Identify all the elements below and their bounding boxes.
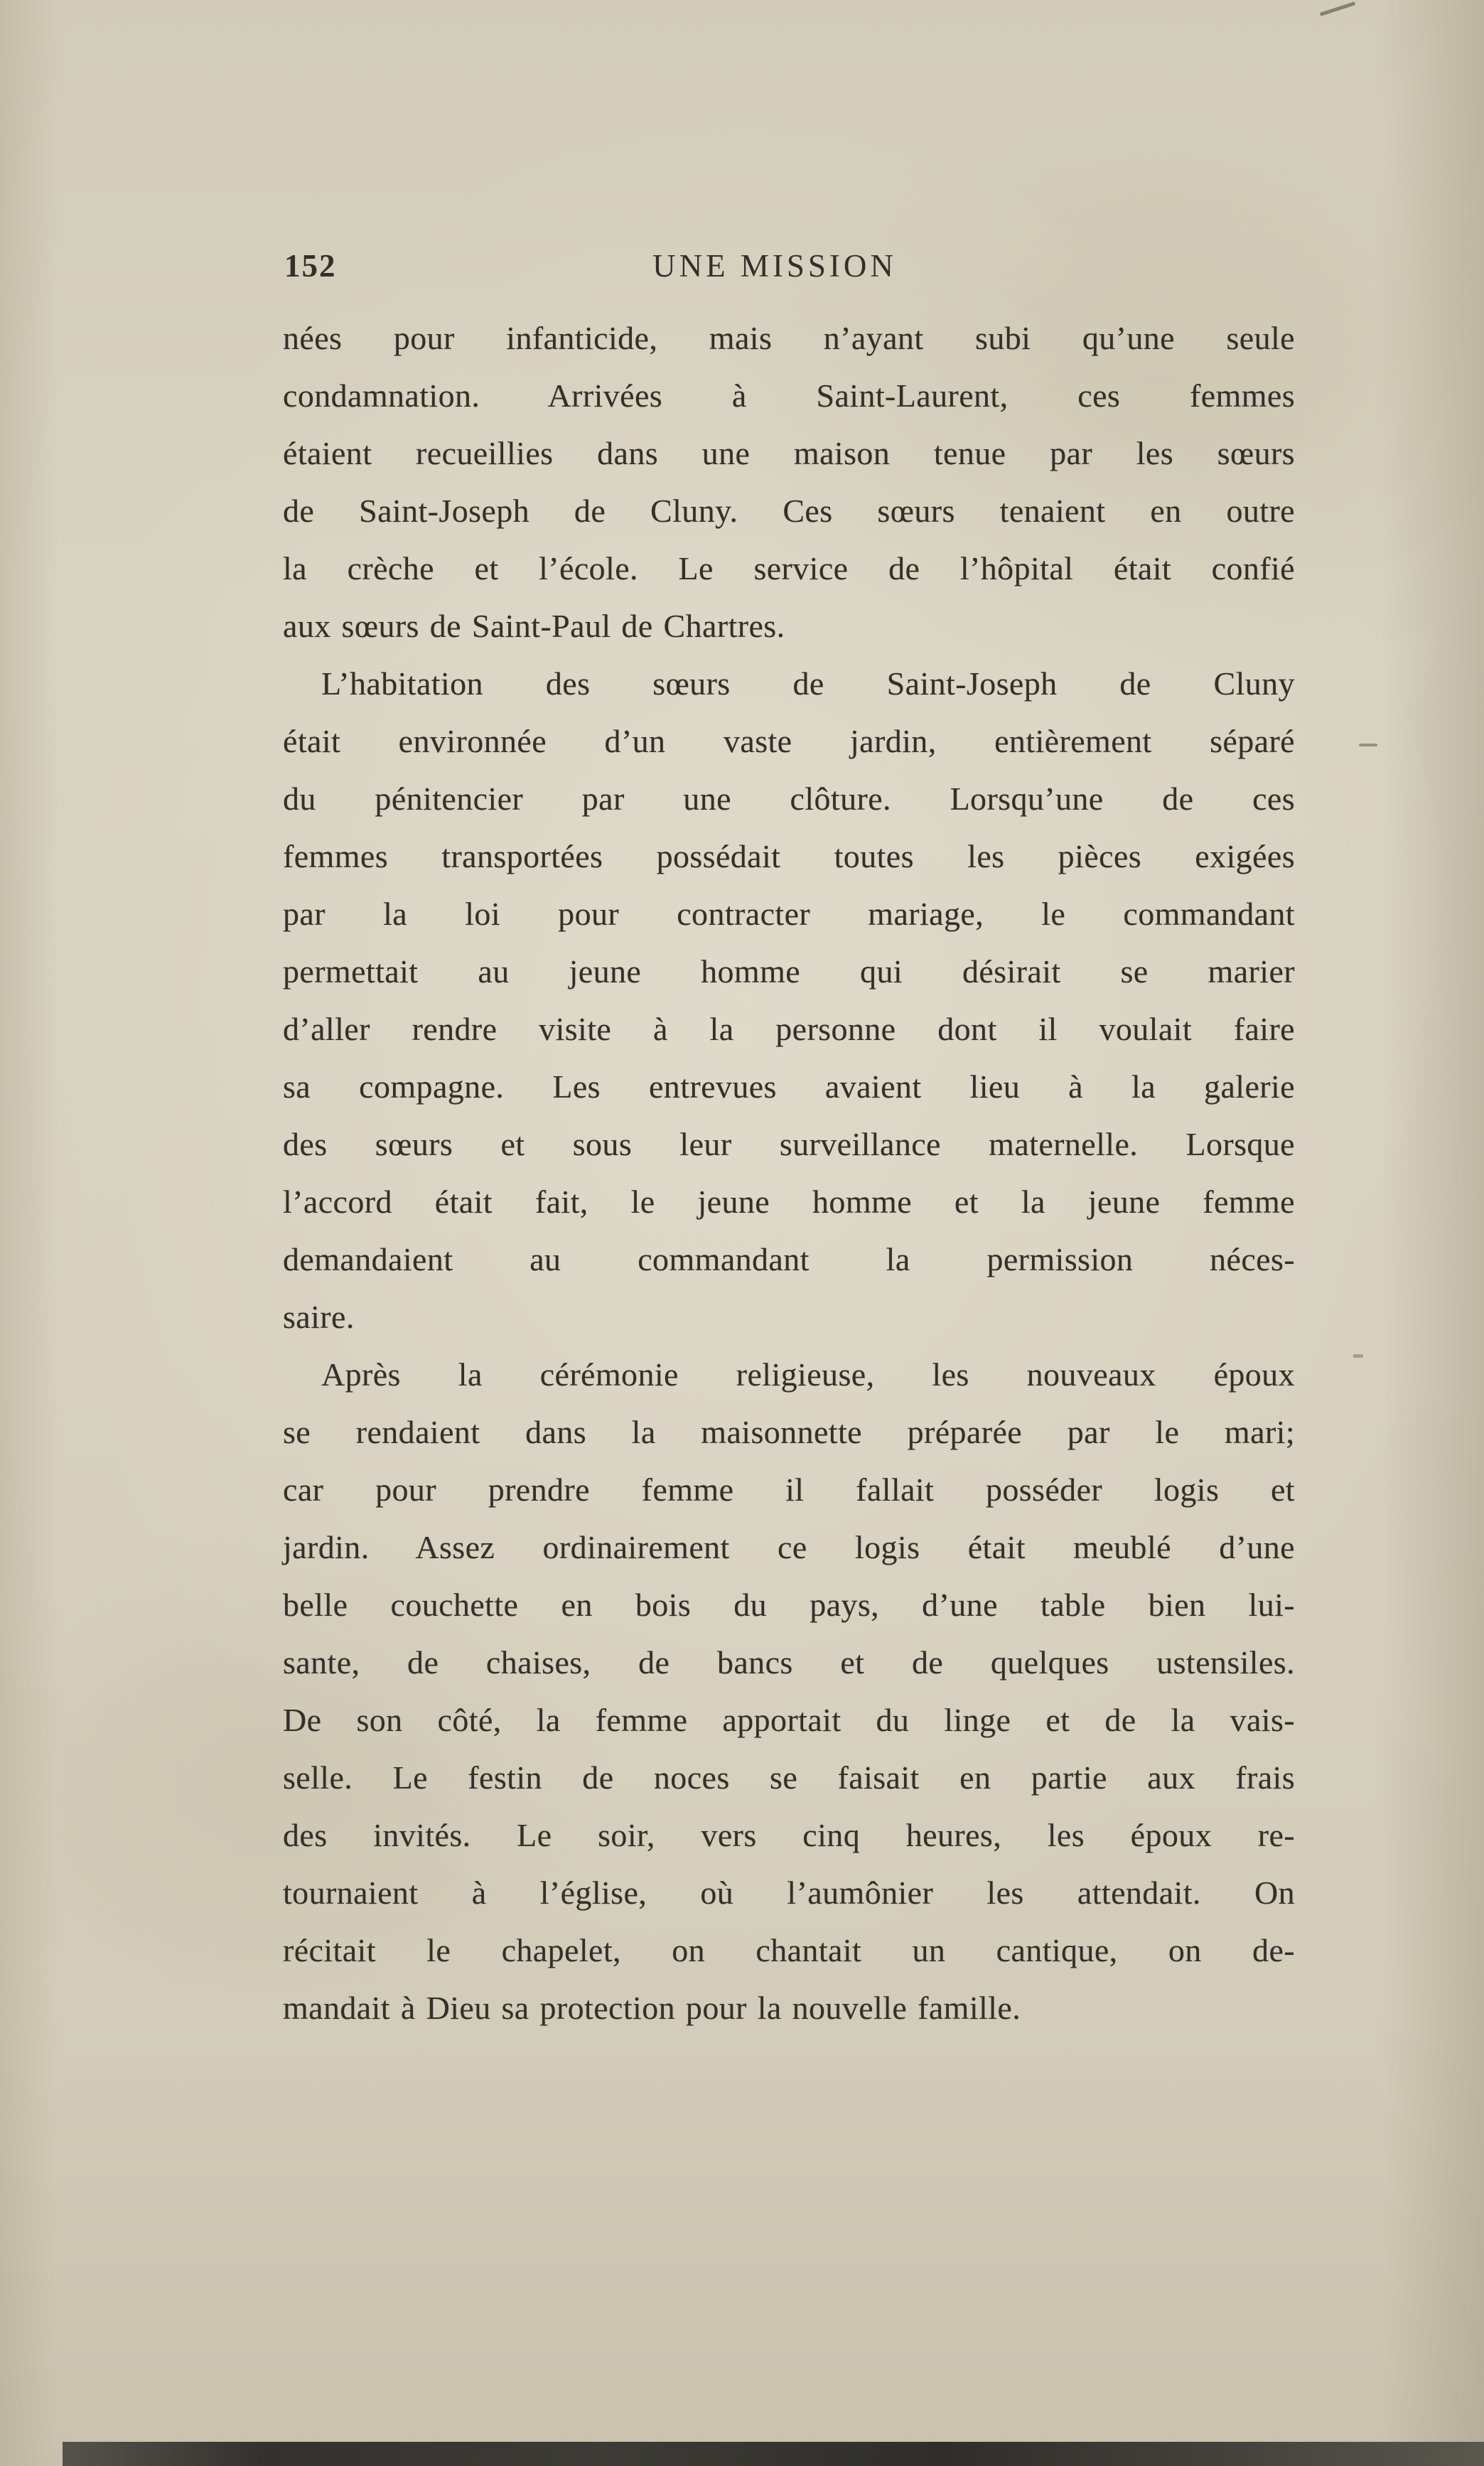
- page-number: 152: [284, 248, 337, 284]
- text-line: car pour prendre femme il fallait posséder logis et: [283, 1471, 1295, 1508]
- page-header: [283, 245, 1295, 286]
- text-block: [283, 245, 1295, 2037]
- text-line: par la loi pour contracter mariage, le commandant: [283, 896, 1295, 932]
- paragraph: [283, 1346, 1295, 2037]
- text-line: la crèche et l’école. Le service de l’hôpital était confié: [283, 550, 1295, 586]
- text-line: mandait à Dieu sa protection pour la nouvelle famille.: [283, 1990, 1021, 2026]
- text-line: du pénitencier par une clôture. Lorsqu’une de ces: [283, 781, 1295, 817]
- text-line: L’habitation des sœurs de Saint-Joseph de Cluny: [321, 665, 1295, 702]
- paragraph: [283, 309, 1295, 655]
- text-line: tournaient à l’église, où l’aumônier les attendait. On: [283, 1875, 1295, 1911]
- text-line: selle. Le festin de noces se faisait en partie aux frais: [283, 1759, 1295, 1796]
- running-title: UNE MISSION: [652, 248, 897, 284]
- text-line: nées pour infanticide, mais n’ayant subi qu’une seule: [283, 320, 1295, 356]
- text-line: sante, de chaises, de bancs et de quelques ustensiles.: [283, 1644, 1295, 1680]
- text-line: de Saint-Joseph de Cluny. Ces sœurs tenaient en outre: [283, 493, 1295, 529]
- text-line: sa compagne. Les entrevues avaient lieu à la galerie: [283, 1068, 1295, 1105]
- page-body: [283, 309, 1295, 2037]
- text-line: permettait au jeune homme qui désirait se marier: [283, 953, 1295, 990]
- scan-edge-strip: [63, 2442, 1484, 2466]
- text-line: se rendaient dans la maisonnette préparée par le mari;: [283, 1414, 1295, 1450]
- text-line: jardin. Assez ordinairement ce logis était meublé d’une: [283, 1529, 1295, 1565]
- text-line: des invités. Le soir, vers cinq heures, les époux re-: [283, 1817, 1295, 1853]
- text-line: des sœurs et sous leur surveillance maternelle. Lorsque: [283, 1126, 1295, 1162]
- text-line: était environnée d’un vaste jardin, entièrement séparé: [283, 723, 1295, 759]
- paragraph: [283, 655, 1295, 1346]
- scan-artifact-mark: [1320, 1, 1356, 16]
- text-line: saire.: [283, 1299, 355, 1335]
- scan-artifact-speck: [1353, 1354, 1363, 1358]
- text-line: l’accord était fait, le jeune homme et la jeune femme: [283, 1184, 1295, 1220]
- text-line: récitait le chapelet, on chantait un cantique, on de-: [283, 1932, 1295, 1968]
- text-line: femmes transportées possédait toutes les pièces exigées: [283, 838, 1295, 874]
- text-line: aux sœurs de Saint-Paul de Chartres.: [283, 608, 785, 644]
- text-line: Après la cérémonie religieuse, les nouveaux époux: [321, 1356, 1295, 1393]
- text-line: belle couchette en bois du pays, d’une table bien lui-: [283, 1587, 1295, 1623]
- scan-artifact-speck: [1359, 744, 1377, 746]
- text-line: condamnation. Arrivées à Saint-Laurent, ces femmes: [283, 377, 1295, 414]
- text-line: d’aller rendre visite à la personne dont il voulait faire: [283, 1011, 1295, 1047]
- text-line: étaient recueillies dans une maison tenue par les sœurs: [283, 435, 1295, 471]
- text-line: demandaient au commandant la permission néces-: [283, 1241, 1295, 1277]
- text-line: De son côté, la femme apportait du linge et de la vais-: [283, 1702, 1295, 1738]
